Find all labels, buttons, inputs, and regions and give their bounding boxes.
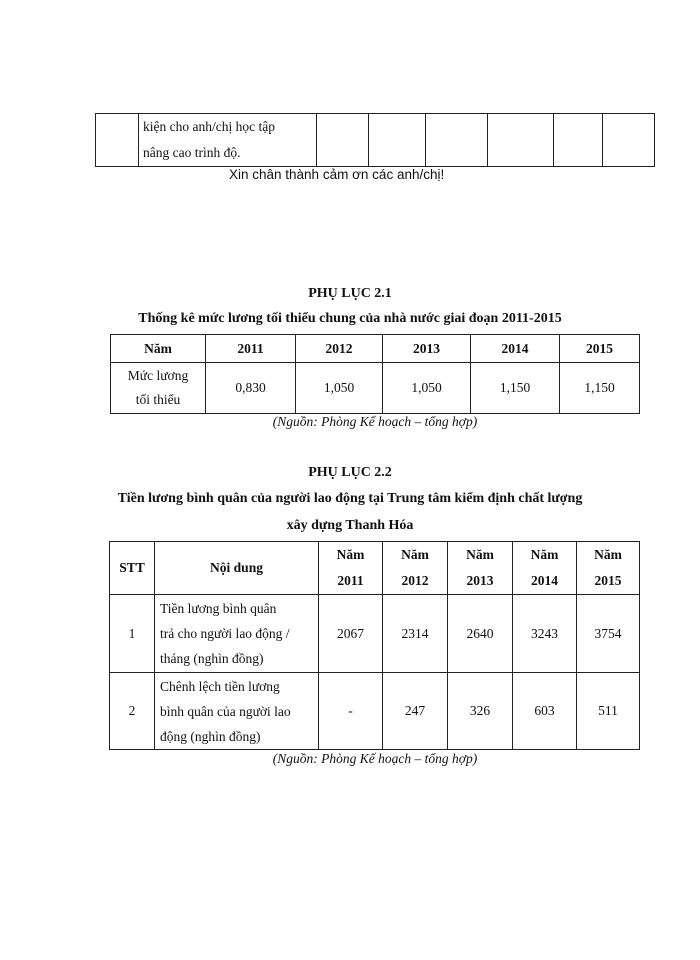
table-row bbox=[110, 595, 640, 673]
value-cell: - bbox=[319, 673, 383, 750]
value-cell: 0,830 bbox=[206, 363, 296, 414]
appendix22-title: PHỤ LỤC 2.2 bbox=[308, 465, 392, 480]
row-label-cell bbox=[111, 363, 206, 414]
header-cell-year bbox=[383, 542, 448, 595]
thanks-text: Xin chân thành cảm ơn các anh/chị! bbox=[229, 167, 445, 182]
content-line: bình quân của người lao bbox=[160, 703, 291, 719]
average-salary-table bbox=[109, 541, 640, 750]
value-cell: 326 bbox=[448, 673, 513, 750]
year-number: 2013 bbox=[466, 573, 494, 588]
content-cell bbox=[155, 673, 319, 750]
survey-answer-cell bbox=[603, 114, 655, 167]
appendix21-source: (Nguồn: Phòng Kế hoạch – tổng hợp) bbox=[272, 414, 478, 429]
survey-question-line: nâng cao trình độ. bbox=[143, 145, 241, 160]
survey-answer-cell bbox=[317, 114, 369, 167]
value-cell: 2640 bbox=[448, 595, 513, 673]
year-number: 2014 bbox=[531, 573, 558, 588]
content-line: trả cho người lao động / bbox=[160, 626, 290, 641]
row-label-line: Mức lương bbox=[127, 368, 189, 383]
year-number: 2011 bbox=[337, 573, 364, 588]
table-row bbox=[110, 673, 640, 750]
year-word: Năm bbox=[594, 547, 622, 562]
header-cell: 2012 bbox=[296, 335, 383, 363]
survey-answer-cell bbox=[488, 114, 554, 167]
year-word: Năm bbox=[336, 547, 365, 562]
survey-answer-cell bbox=[369, 114, 426, 167]
header-cell: 2011 bbox=[206, 335, 296, 363]
value-cell: 1,050 bbox=[383, 363, 471, 414]
value-cell: 1,150 bbox=[560, 363, 640, 414]
content-line: Tiền lương bình quân bbox=[160, 601, 277, 616]
value-cell: 511 bbox=[577, 673, 640, 750]
header-cell-year bbox=[577, 542, 640, 595]
year-number: 2012 bbox=[401, 573, 429, 588]
stt-cell: 1 bbox=[110, 595, 155, 673]
appendix22-subtitle-line1: Tiền lương bình quân của người lao động tại Trung tâm kiểm định chất lượng bbox=[117, 491, 583, 506]
year-word: Năm bbox=[466, 547, 494, 562]
header-cell: 2015 bbox=[560, 335, 640, 363]
header-cell-year: Năm bbox=[111, 335, 206, 363]
table-header-row bbox=[111, 335, 640, 363]
content-line: động (nghìn đồng) bbox=[160, 728, 261, 744]
content-line: Chênh lệch tiền lương bbox=[160, 678, 280, 694]
header-cell: 2014 bbox=[471, 335, 560, 363]
value-cell: 2314 bbox=[383, 595, 448, 673]
content-cell bbox=[155, 595, 319, 673]
value-cell: 1,150 bbox=[471, 363, 560, 414]
survey-question-line: kiện cho anh/chị học tập bbox=[143, 119, 275, 134]
survey-answer-cell bbox=[554, 114, 603, 167]
minimum-wage-table bbox=[110, 334, 640, 414]
survey-question-cell bbox=[139, 114, 317, 167]
row-label-line: tối thiểu bbox=[135, 392, 181, 407]
header-cell-year bbox=[448, 542, 513, 595]
survey-answer-cell bbox=[426, 114, 488, 167]
value-cell: 2067 bbox=[319, 595, 383, 673]
year-word: Năm bbox=[530, 547, 559, 562]
value-cell: 603 bbox=[513, 673, 577, 750]
appendix22-source: (Nguồn: Phòng Kế hoạch – tổng hợp) bbox=[272, 751, 478, 766]
header-cell-year bbox=[513, 542, 577, 595]
value-cell: 1,050 bbox=[296, 363, 383, 414]
survey-empty-cell bbox=[96, 114, 139, 167]
year-word: Năm bbox=[401, 547, 429, 562]
appendix22-subtitle-line2: xây dựng Thanh Hóa bbox=[286, 518, 414, 533]
content-line: tháng (nghìn đồng) bbox=[160, 651, 264, 666]
stt-cell: 2 bbox=[110, 673, 155, 750]
survey-table-fragment bbox=[95, 113, 655, 167]
header-cell-stt: STT bbox=[110, 542, 155, 595]
appendix21-subtitle: Thống kê mức lương tối thiểu chung của nhà nước giai đoạn 2011-2015 bbox=[138, 311, 562, 326]
year-number: 2015 bbox=[594, 573, 622, 588]
table-row bbox=[111, 363, 640, 414]
value-cell: 247 bbox=[383, 673, 448, 750]
table-header-row bbox=[110, 542, 640, 595]
header-cell-content: Nội dung bbox=[155, 542, 319, 595]
appendix21-title: PHỤ LỤC 2.1 bbox=[308, 286, 392, 301]
header-cell: 2013 bbox=[383, 335, 471, 363]
value-cell: 3754 bbox=[577, 595, 640, 673]
value-cell: 3243 bbox=[513, 595, 577, 673]
header-cell-year bbox=[319, 542, 383, 595]
